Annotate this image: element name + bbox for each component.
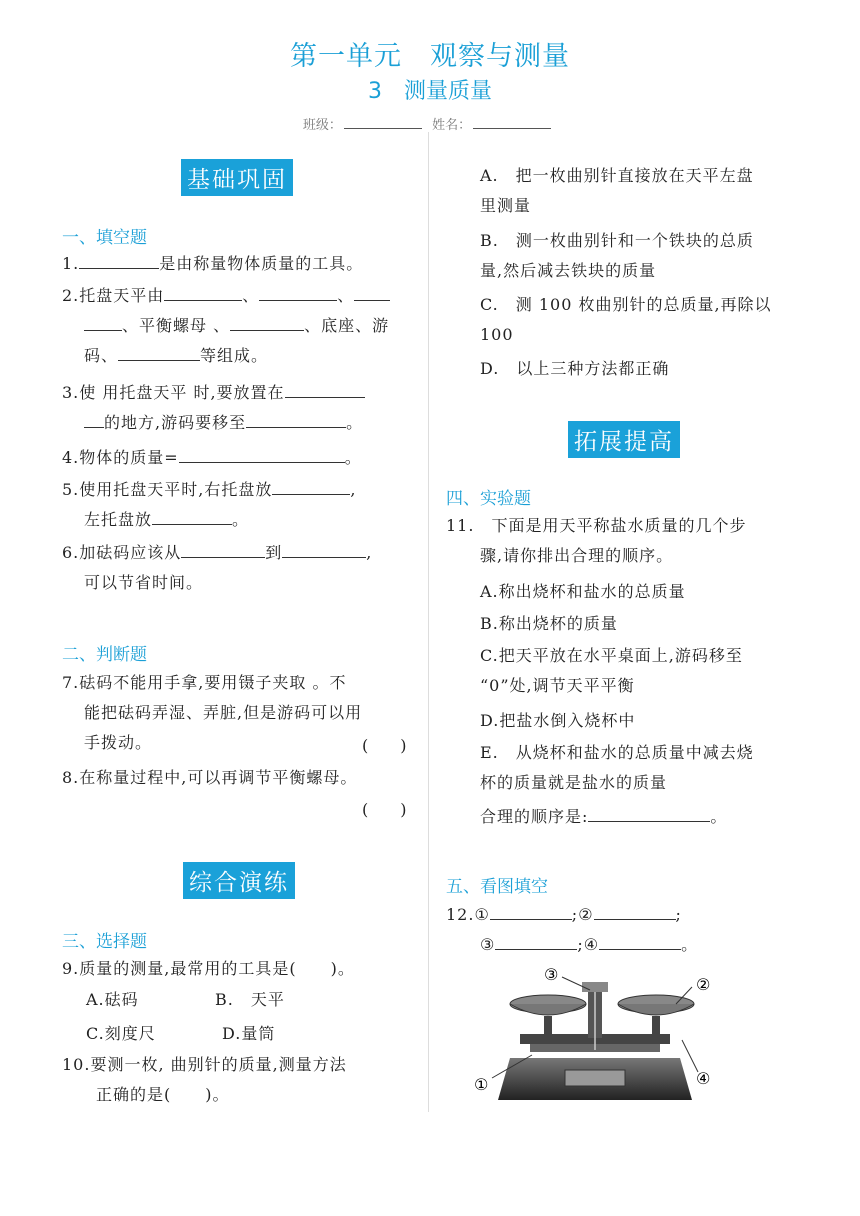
question-9: 9.质量的测量,最常用的工具是( )。 <box>62 959 355 978</box>
step-c: C.把天平放在水平桌面上,游码移至 “0”处,调节天平平衡 <box>480 646 743 695</box>
blank[interactable] <box>152 506 232 525</box>
question-7: 7.砝码不能用手拿,要用镊子夹取 。不 能把砝码弄湿、弄脏,但是游码可以用 手拨动。 <box>62 673 363 752</box>
option-9c[interactable]: C.刻度尺 <box>86 1024 156 1043</box>
page-title: 第一单元 观察与测量 <box>290 41 570 72</box>
class-label: 班级： <box>302 118 342 133</box>
section-picture: 五、看图填空 <box>446 877 548 897</box>
blank[interactable] <box>588 803 710 822</box>
section-fill: 一、填空题 <box>62 228 147 248</box>
step-a: A.称出烧杯和盐水的总质量 <box>480 582 686 601</box>
banner-basic: 基础巩固 <box>181 159 293 196</box>
figure-label-1: ① <box>474 1075 489 1094</box>
option-9a[interactable]: A.砝码 <box>86 990 139 1009</box>
student-info <box>0 114 860 133</box>
question-1: 1. 是由称量物体质量的工具。 <box>62 249 363 279</box>
class-field[interactable] <box>344 118 422 129</box>
option-10c[interactable]: C. 测 100 枚曲别针的总质量,再除以 100 <box>480 295 772 344</box>
option-9d[interactable]: D.量筒 <box>222 1024 276 1043</box>
name-field[interactable] <box>473 118 551 129</box>
blank[interactable] <box>272 476 350 495</box>
nameplate <box>565 1070 625 1086</box>
question-3: 3.使 用托盘天平 时,要放置在 的地方,游码要移至 。 <box>62 378 422 438</box>
section-choice: 三、选择题 <box>62 932 147 952</box>
figure-label-2: ② <box>696 975 711 994</box>
name-label: 姓名： <box>432 118 472 133</box>
blank[interactable] <box>181 539 265 558</box>
blank[interactable] <box>490 901 572 920</box>
blank[interactable] <box>84 312 122 331</box>
blank[interactable] <box>118 342 200 361</box>
question-2: 2.托盘天平由 、 、 、平衡螺母 、 、底座、游 码、 等组成。 <box>62 281 422 371</box>
lesson-title: 3 测量质量 <box>368 79 492 104</box>
option-10a[interactable]: A. 把一枚曲别针直接放在天平左盘 里测量 <box>480 166 754 215</box>
banner-extend: 拓展提高 <box>568 421 680 458</box>
question-10: 10.要测一枚, 曲别针的质量,测量方法 正确的是( )。 <box>62 1055 347 1104</box>
question-5: 5.使用托盘天平时,右托盘放 , 左托盘放 。 <box>62 475 422 535</box>
leader-4 <box>682 1040 698 1072</box>
pointer-scale <box>582 982 608 992</box>
blank[interactable] <box>84 409 104 428</box>
answer-paren-7[interactable]: ( ) <box>362 736 407 755</box>
balance-scale-figure <box>470 960 720 1110</box>
blank[interactable] <box>179 444 345 463</box>
right-pan-stem <box>652 1016 660 1036</box>
blank[interactable] <box>282 539 366 558</box>
blank[interactable] <box>246 409 346 428</box>
blank[interactable] <box>594 901 676 920</box>
blank[interactable] <box>599 931 681 950</box>
answer-order: 合理的顺序是: 。 <box>480 802 727 832</box>
question-8: 8.在称量过程中,可以再调节平衡螺母。 <box>62 768 358 787</box>
banner-comprehensive: 综合演练 <box>183 862 295 899</box>
answer-paren-8[interactable]: ( ) <box>362 800 407 819</box>
left-pan-stem <box>544 1016 552 1036</box>
option-10b[interactable]: B. 测一枚曲别针和一个铁块的总质 量,然后减去铁块的质量 <box>480 231 754 280</box>
blank[interactable] <box>164 282 242 301</box>
step-e: E. 从烧杯和盐水的总质量中减去烧 杯的质量就是盐水的质量 <box>480 743 754 792</box>
question-4: 4.物体的质量= 。 <box>62 443 362 473</box>
option-10d[interactable]: D. 以上三种方法都正确 <box>480 359 670 378</box>
section-judge: 二、判断题 <box>62 645 147 665</box>
question-6: 6.加砝码应该从 到 , 可以节省时间。 <box>62 538 422 598</box>
blank[interactable] <box>285 379 365 398</box>
blank[interactable] <box>354 282 390 301</box>
figure-label-4: ④ <box>696 1069 711 1088</box>
blank[interactable] <box>495 931 577 950</box>
step-b: B.称出烧杯的质量 <box>480 614 618 633</box>
blank[interactable] <box>259 282 337 301</box>
question-11: 11. 下面是用天平称盐水质量的几个步 骤,请你排出合理的顺序。 <box>446 516 747 565</box>
question-12: 12.① ;② ; ③ ;④ 。 <box>446 900 806 960</box>
step-d: D.把盐水倒入烧杯中 <box>480 711 636 730</box>
blank[interactable] <box>230 312 304 331</box>
section-experiment: 四、实验题 <box>446 489 531 509</box>
right-pan-body <box>618 1004 694 1015</box>
left-pan-body <box>510 1004 586 1015</box>
column-divider <box>428 132 429 1112</box>
figure-label-3: ③ <box>544 965 559 984</box>
option-9b[interactable]: B. 天平 <box>215 990 285 1009</box>
blank[interactable] <box>79 250 159 269</box>
